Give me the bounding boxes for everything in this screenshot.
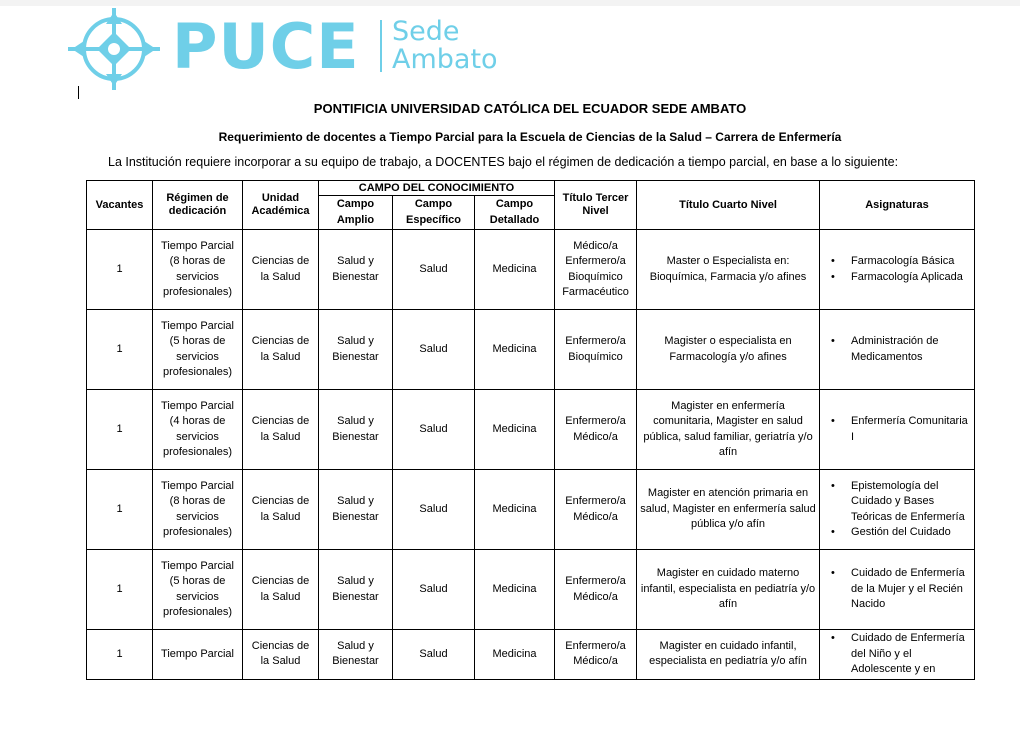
cell-regimen: Tiempo Parcial (8 horas de servicios profesionales) (153, 470, 243, 550)
subject-list (823, 631, 971, 678)
document-title: PONTIFICIA UNIVERSIDAD CATÓLICA DEL ECUADOR SEDE AMBATO (313, 101, 747, 116)
cell-vacantes: 1 (87, 550, 153, 630)
subject-item: • Cuidado de Enfermería de la Mujer y el Recién Nacido (851, 566, 971, 613)
table-row (87, 550, 975, 630)
table-row (87, 390, 975, 470)
table-row (87, 230, 975, 310)
cell-regimen: Tiempo Parcial (4 horas de servicios profesionales) (153, 390, 243, 470)
cell-vacantes: 1 (87, 310, 153, 390)
cell-asignaturas (820, 230, 975, 310)
cell-campo-detallado: Medicina (475, 470, 555, 550)
cell-campo-especifico: Salud (393, 310, 475, 390)
cell-cuarto-nivel: Master o Especialista en: Bioquímica, Farmacia y/o afines (637, 230, 820, 310)
cell-asignaturas (820, 310, 975, 390)
cell-campo-amplio: Salud y Bienestar (319, 230, 393, 310)
logo-divider (380, 20, 382, 72)
cell-campo-especifico: Salud (393, 230, 475, 310)
cell-regimen: Tiempo Parcial (153, 630, 243, 680)
cell-asignaturas (820, 470, 975, 550)
cell-campo-detallado: Medicina (475, 310, 555, 390)
intro-paragraph: La Institución requiere incorporar a su equipo de trabajo, a DOCENTES bajo el régimen de dedicación a tiempo parcial, en base a lo siguiente: (108, 155, 899, 169)
cell-campo-especifico: Salud (393, 630, 475, 680)
cell-tercer-nivel: Enfermero/a Médico/a (555, 630, 637, 680)
header-unidad: Unidad Académica (243, 181, 319, 230)
cell-vacantes: 1 (87, 630, 153, 680)
subject-item: • Cuidado de Enfermería del Niño y el Adolescente y en (851, 631, 971, 678)
cell-campo-especifico: Salud (393, 470, 475, 550)
header-campo-group: CAMPO DEL CONOCIMIENTO (319, 181, 555, 196)
subject-list (823, 414, 971, 445)
cell-unidad: Ciencias de la Salud (243, 310, 319, 390)
header-tercer-nivel: Título Tercer Nivel (555, 181, 637, 230)
cell-vacantes: 1 (87, 230, 153, 310)
cell-tercer-nivel: Enfermero/a Médico/a (555, 550, 637, 630)
cell-campo-amplio: Salud y Bienestar (319, 470, 393, 550)
cell-tercer-nivel: Enfermero/a Médico/a (555, 390, 637, 470)
subject-item: • Farmacología Básica (851, 254, 971, 270)
cell-unidad: Ciencias de la Salud (243, 230, 319, 310)
header-campo-amplio: Campo Amplio (319, 196, 393, 230)
cell-unidad: Ciencias de la Salud (243, 550, 319, 630)
cell-campo-amplio: Salud y Bienestar (319, 550, 393, 630)
table-row (87, 310, 975, 390)
puce-logo (62, 6, 532, 92)
header-cuarto-nivel: Título Cuarto Nivel (637, 181, 820, 230)
cell-unidad: Ciencias de la Salud (243, 470, 319, 550)
cell-tercer-nivel: Médico/a Enfermero/a Bioquímico Farmacéutico (555, 230, 637, 310)
requirements-table (86, 180, 975, 680)
header-campo-detallado: Campo Detallado (475, 196, 555, 230)
cell-asignaturas (820, 550, 975, 630)
cell-cuarto-nivel: Magister en cuidado infantil, especialista en pediatría y/o afín (637, 630, 820, 680)
table-row (87, 470, 975, 550)
subject-list (823, 254, 971, 285)
subject-item: • Gestión del Cuidado (851, 525, 971, 541)
cell-cuarto-nivel: Magister o especialista en Farmacología y/o afines (637, 310, 820, 390)
subject-list (823, 334, 971, 365)
header-regimen: Régimen de dedicación (153, 181, 243, 230)
cell-cuarto-nivel: Magister en enfermería comunitaria, Magister en salud pública, salud familiar, geriatría y/o afín (637, 390, 820, 470)
header-campo-especifico: Campo Específico (393, 196, 475, 230)
subject-item: • Administración de Medicamentos (851, 334, 971, 365)
subject-item: • Epistemología del Cuidado y Bases Teóricas de Enfermería (851, 479, 971, 526)
cell-asignaturas (820, 630, 975, 680)
puce-cross-mark-icon (62, 6, 166, 92)
cell-campo-detallado: Medicina (475, 550, 555, 630)
subject-item: • Enfermería Comunitaria I (851, 414, 971, 445)
cell-campo-detallado: Medicina (475, 630, 555, 680)
cell-tercer-nivel: Enfermero/a Bioquímico (555, 310, 637, 390)
brand-name: PUCE (172, 10, 360, 83)
header-vacantes: Vacantes (87, 181, 153, 230)
cell-campo-especifico: Salud (393, 550, 475, 630)
cell-vacantes: 1 (87, 390, 153, 470)
sede-label (392, 18, 498, 74)
cell-vacantes: 1 (87, 470, 153, 550)
subject-item: • Farmacología Aplicada (851, 270, 971, 286)
cell-asignaturas (820, 390, 975, 470)
cell-regimen: Tiempo Parcial (5 horas de servicios profesionales) (153, 310, 243, 390)
cell-campo-amplio: Salud y Bienestar (319, 310, 393, 390)
document-subtitle: Requerimiento de docentes a Tiempo Parcial para la Escuela de Ciencias de la Salud – Carrera de Enfermería (218, 130, 842, 144)
cell-cuarto-nivel: Magister en cuidado materno infantil, especialista en pediatría y/o afín (637, 550, 820, 630)
header-asignaturas: Asignaturas (820, 181, 975, 230)
cell-regimen: Tiempo Parcial (8 horas de servicios profesionales) (153, 230, 243, 310)
subject-list (823, 566, 971, 613)
table-row (87, 630, 975, 680)
cell-tercer-nivel: Enfermero/a Médico/a (555, 470, 637, 550)
subject-list (823, 479, 971, 541)
cell-campo-amplio: Salud y Bienestar (319, 630, 393, 680)
cell-cuarto-nivel: Magister en atención primaria en salud, Magister en enfermería salud pública y/o afín (637, 470, 820, 550)
cell-unidad: Ciencias de la Salud (243, 630, 319, 680)
sede-line-1: Sede (392, 16, 460, 47)
cell-campo-especifico: Salud (393, 390, 475, 470)
cell-campo-detallado: Medicina (475, 230, 555, 310)
cell-campo-amplio: Salud y Bienestar (319, 390, 393, 470)
cell-regimen: Tiempo Parcial (5 horas de servicios profesionales) (153, 550, 243, 630)
sede-line-2: Ambato (392, 44, 498, 75)
cell-campo-detallado: Medicina (475, 390, 555, 470)
text-cursor (78, 86, 79, 99)
cell-unidad: Ciencias de la Salud (243, 390, 319, 470)
